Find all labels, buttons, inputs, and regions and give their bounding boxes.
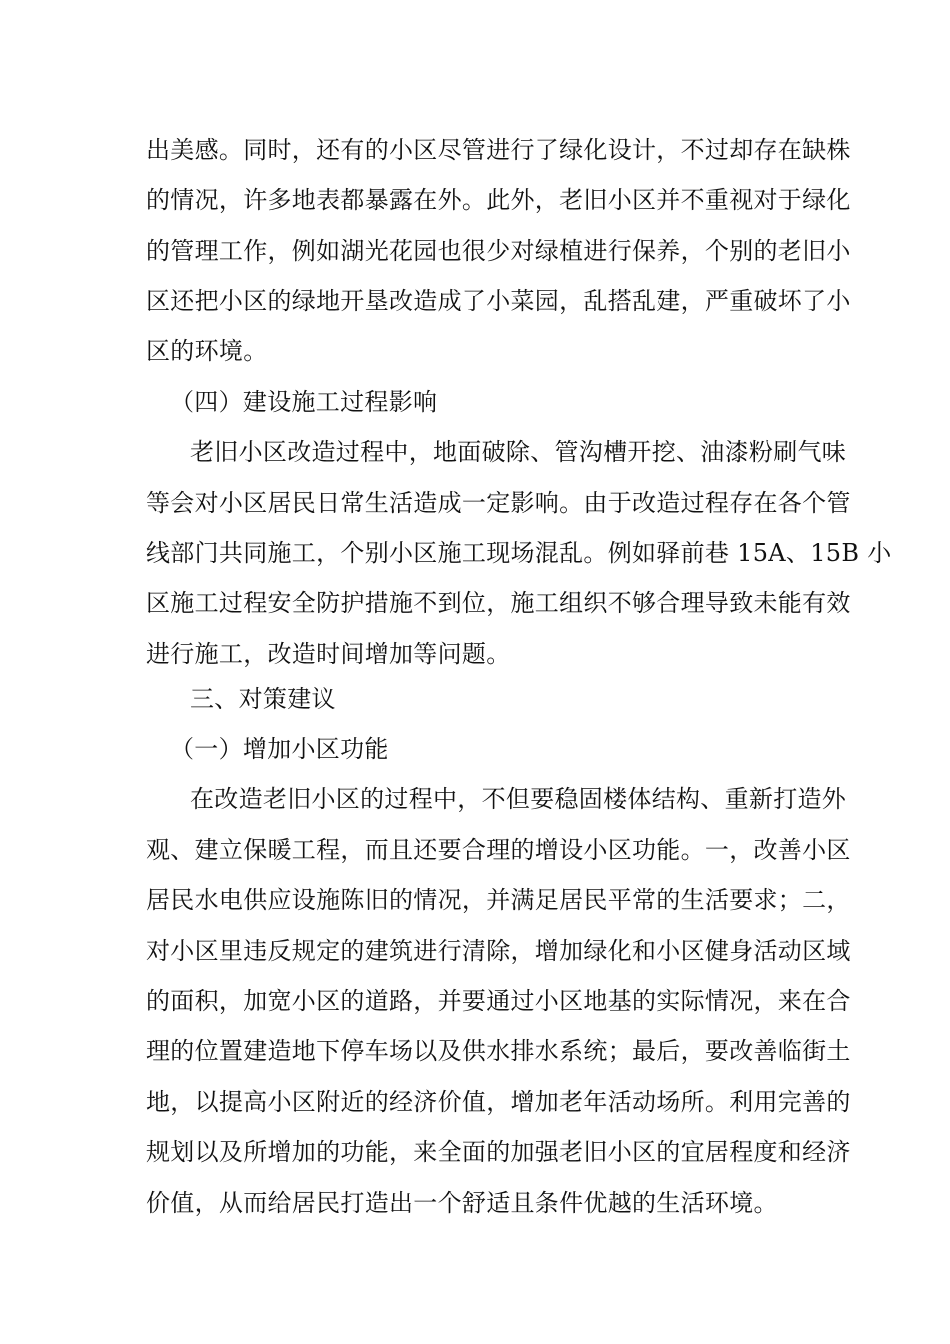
paragraph-line: 进行施工，改造时间增加等问题。 (146, 640, 511, 668)
paragraph-line: 老旧小区改造过程中，地面破除、管沟槽开挖、油漆粉刷气味 (190, 438, 847, 466)
paragraph-line: 的管理工作，例如湖光花园也很少对绿植进行保养，个别的老旧小 (146, 237, 851, 265)
paragraph-line: 理的位置建造地下停车场以及供水排水系统；最后，要改善临街土 (146, 1037, 851, 1065)
section-heading: 三、对策建议 (190, 685, 336, 713)
paragraph-line: 区的环境。 (146, 337, 268, 365)
paragraph-line: 在改造老旧小区的过程中，不但要稳固楼体结构、重新打造外 (190, 785, 847, 813)
paragraph-line: 的情况，许多地表都暴露在外。此外，老旧小区并不重视对于绿化 (146, 186, 851, 214)
paragraph-line: 区施工过程安全防护措施不到位，施工组织不够合理导致未能有效 (146, 589, 851, 617)
paragraph-line: 等会对小区居民日常生活造成一定影响。由于改造过程存在各个管 (146, 489, 851, 517)
paragraph-line: 区还把小区的绿地开垦改造成了小菜园，乱搭乱建，严重破坏了小 (146, 287, 851, 315)
paragraph-line: 居民水电供应设施陈旧的情况，并满足居民平常的生活要求；二， (146, 886, 851, 914)
paragraph-line: 对小区里违反规定的建筑进行清除，增加绿化和小区健身活动区域 (146, 937, 851, 965)
section-heading: （四）建设施工过程影响 (170, 388, 438, 416)
subsection-heading: （一）增加小区功能 (170, 735, 389, 763)
paragraph-line: 的面积，加宽小区的道路，并要通过小区地基的实际情况，来在合 (146, 987, 851, 1015)
paragraph-line: 线部门共同施工，个别小区施工现场混乱。例如驿前巷 15A、15B 小 (146, 539, 892, 567)
paragraph-line: 价值，从而给居民打造出一个舒适且条件优越的生活环境。 (146, 1189, 778, 1217)
paragraph-line: 地，以提高小区附近的经济价值，增加老年活动场所。利用完善的 (146, 1088, 851, 1116)
paragraph-line: 规划以及所增加的功能，来全面的加强老旧小区的宜居程度和经济 (146, 1138, 851, 1166)
paragraph-line: 出美感。同时，还有的小区尽管进行了绿化设计，不过却存在缺株 (146, 136, 851, 164)
paragraph-line: 观、建立保暖工程，而且还要合理的增设小区功能。一，改善小区 (146, 836, 851, 864)
